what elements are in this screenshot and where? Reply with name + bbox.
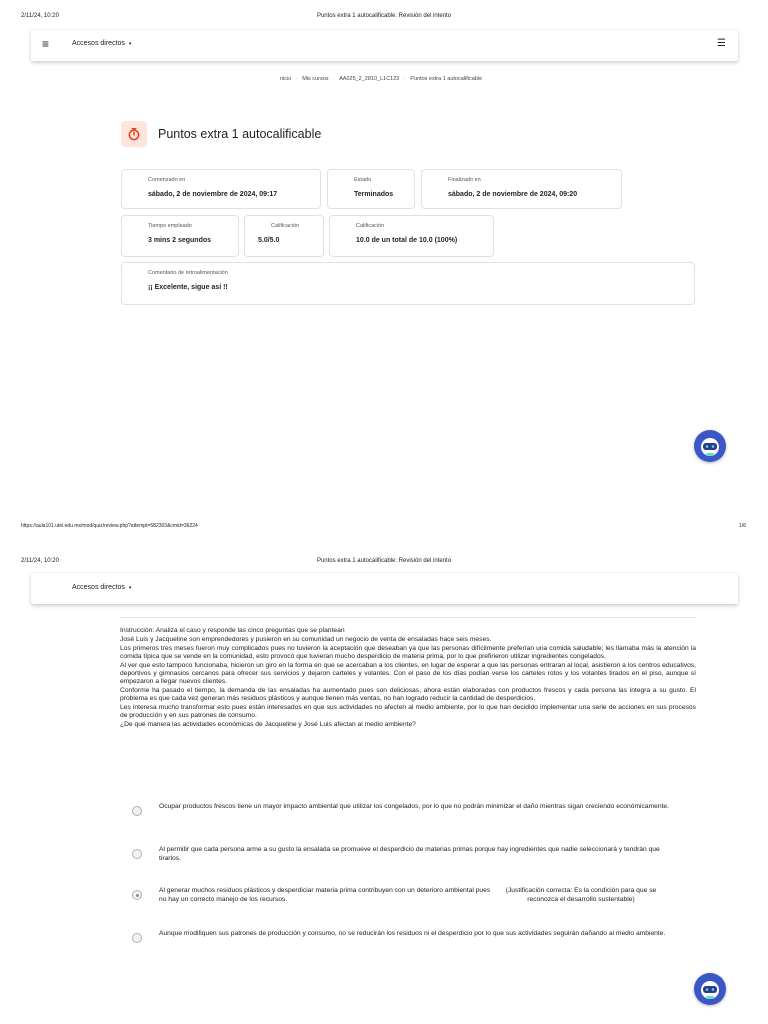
shortcuts-label: Accesos directos: [72, 584, 125, 591]
question-text: [120, 627, 696, 730]
divider: [120, 617, 696, 618]
time-taken-label: Tiempo empleado: [148, 223, 192, 229]
top-navbar: [31, 30, 738, 61]
breadcrumb-separator: ·: [333, 76, 335, 82]
marks-label: Calificación: [271, 223, 300, 229]
answer-option-text: Ocupar productos frescos tiene un mayor impacto ambiental que utilizar los congelados, por lo que no podrán minimizar el daño mientras sigan creciendo económicamente.: [159, 803, 670, 810]
chevron-down-icon: ▾: [128, 41, 132, 47]
radio-button[interactable]: [132, 806, 142, 816]
shortcuts-dropdown[interactable]: [72, 584, 131, 591]
question-paragraph: Al ver que esto tampoco funcionaba, hicieron un giro en la forma en que se acercaban a los clientes, en lugar de esperar a que las personas entraran al local, asistieron a los centros educativos, deportivos y gimnasios cercanos para ofrecer sus servicios y dejaron carteles y volantes. Con el paso de los días podían verse los carteles rotos y los volantes tirados en el piso, aunque sí empezaron a llegar nuevos clientes.: [120, 662, 696, 685]
state-value: Terminados: [354, 191, 394, 198]
drawer-menu-icon[interactable]: ☰: [717, 38, 726, 49]
answer-feedback: (Justificación correcta: Es la condición para que se reconozca el desarrollo sustentable): [505, 887, 657, 903]
answer-option[interactable]: [132, 887, 697, 907]
finished-label: Finalizado en: [448, 177, 481, 183]
grade-label: Calificación: [356, 223, 385, 229]
answer-option[interactable]: [132, 846, 697, 866]
state-label: Estado: [354, 177, 372, 183]
finished-card: [421, 169, 622, 209]
breadcrumb-item[interactable]: AA025_2_2810_L1C123: [339, 76, 400, 82]
print-datetime: 2/11/24, 10:20: [21, 558, 59, 564]
breadcrumb-item[interactable]: nicio: [280, 76, 292, 82]
breadcrumb-separator: ·: [295, 76, 298, 82]
breadcrumb-item[interactable]: Mis cursos: [302, 76, 329, 82]
print-doc-title: Puntos extra 1 autocalificable: Revisión del intento: [316, 13, 452, 19]
question-paragraph: José Luis y Jacqueline son emprendedores y pusieron en su comunidad un negocio de venta de ensaladas hace seis meses.: [120, 636, 492, 643]
answer-option-text: Al generar muchos residuos plásticos y desperdiciar materia prima contribuyen con un deterioro ambiental pues no hay un correcto manejo de los recursos.: [159, 887, 491, 903]
breadcrumb-separator: ·: [403, 76, 406, 82]
grade-card: [329, 215, 494, 257]
chatbot-icon[interactable]: [694, 430, 726, 462]
feedback-card: [121, 262, 695, 305]
question-paragraph: Conforme ha pasado el tiempo, la demanda de las ensaladas ha aumentado pues son deliciosas, ahora están elaboradas con productos frescos y cada persona las integra a su gusto. El problema es que cada vez generan más residuos plásticos y aunque tienen más ventas, no han logrado reducir la cantidad de desperdicios.: [120, 687, 696, 702]
feedback-label: Comentario de retroalimentación: [148, 270, 228, 276]
breadcrumb-item[interactable]: Puntos extra 1 autocalificable: [410, 76, 483, 82]
marks-value: 5.0/5.0: [258, 237, 280, 244]
question-prompt: ¿De qué manera las actividades económicas de Jacqueline y José Luis afectan al medio ambiente?: [120, 721, 416, 728]
radio-button[interactable]: [132, 933, 142, 943]
breadcrumb: [280, 76, 485, 82]
question-paragraph: Instrucción: Analiza el caso y responde las cinco preguntas que se plantean: [120, 627, 345, 634]
finished-value: sábado, 2 de noviembre de 2024, 09:20: [448, 191, 578, 198]
feedback-value: ¡¡ Excelente, sigue así !!: [148, 284, 228, 291]
answer-option-text: Al permitir que cada persona arme a su gusto la ensalada se promueve el desperdicio de materias primas porque hay ingredientes que nadie seleccionará y tendrán que tirarlos.: [159, 846, 660, 862]
print-page-number: 1/6: [739, 523, 746, 529]
top-navbar: [31, 573, 738, 604]
time-taken-card: [121, 215, 239, 257]
radio-button-selected[interactable]: [132, 890, 142, 900]
print-datetime: 2/11/24, 10:20: [21, 13, 59, 19]
started-card: [121, 169, 321, 209]
print-doc-title: Puntos extra 1 autocalificable: Revisión del intento: [316, 558, 452, 564]
chevron-down-icon: ▾: [128, 585, 132, 591]
stopwatch-icon: [121, 121, 147, 147]
question-paragraph: Los primeros tres meses fueron muy complicados pues no tuvieron la aceptación que deseaban ya que las personas difícilmente preferían una comida saludable; les llamaba más la atención la comida típica que se vende en la comunidad, esto provocó que tuvieran mucho desperdicio de materia prima, por lo que prefirieron utilizar ingredientes congelados.: [120, 645, 696, 660]
time-taken-value: 3 mins 2 segundos: [148, 237, 212, 244]
started-label: Comenzado en: [148, 177, 186, 183]
radio-button[interactable]: [132, 849, 142, 859]
hamburger-menu-icon[interactable]: ≡: [42, 37, 50, 51]
print-header: [0, 13, 768, 25]
shortcuts-label: Accesos directos: [72, 40, 125, 47]
print-header: [0, 558, 768, 570]
grade-value: 10.0 de un total de 10.0 (100%): [356, 237, 458, 244]
page-title: Puntos extra 1 autocalificable: [158, 127, 322, 141]
answer-option-text: Aunque modifiquen sus patrones de producción y consumo, no se reducirán los residuos ni el desperdicio por lo que sus actividades seguirán dañando al medio ambiente.: [159, 930, 666, 937]
marks-card: [244, 215, 324, 257]
started-value: sábado, 2 de noviembre de 2024, 09:17: [148, 191, 278, 198]
answer-option[interactable]: [132, 803, 697, 823]
shortcuts-dropdown[interactable]: [72, 40, 131, 47]
question-paragraph: Les interesa mucho transformar esto pues están interesados en que sus actividades no afecten al medio ambiente, por lo que han decidido implementar una serie de acciones en sus procesos de producción y en sus patrones de consumo.: [120, 704, 696, 719]
print-url: https://aula101.utel.edu.mx/mod/quiz/review.php?attempt=582303&cmid=36224: [21, 523, 198, 529]
state-card: [327, 169, 415, 209]
answer-option[interactable]: [132, 930, 697, 950]
chatbot-icon[interactable]: [694, 973, 726, 1005]
